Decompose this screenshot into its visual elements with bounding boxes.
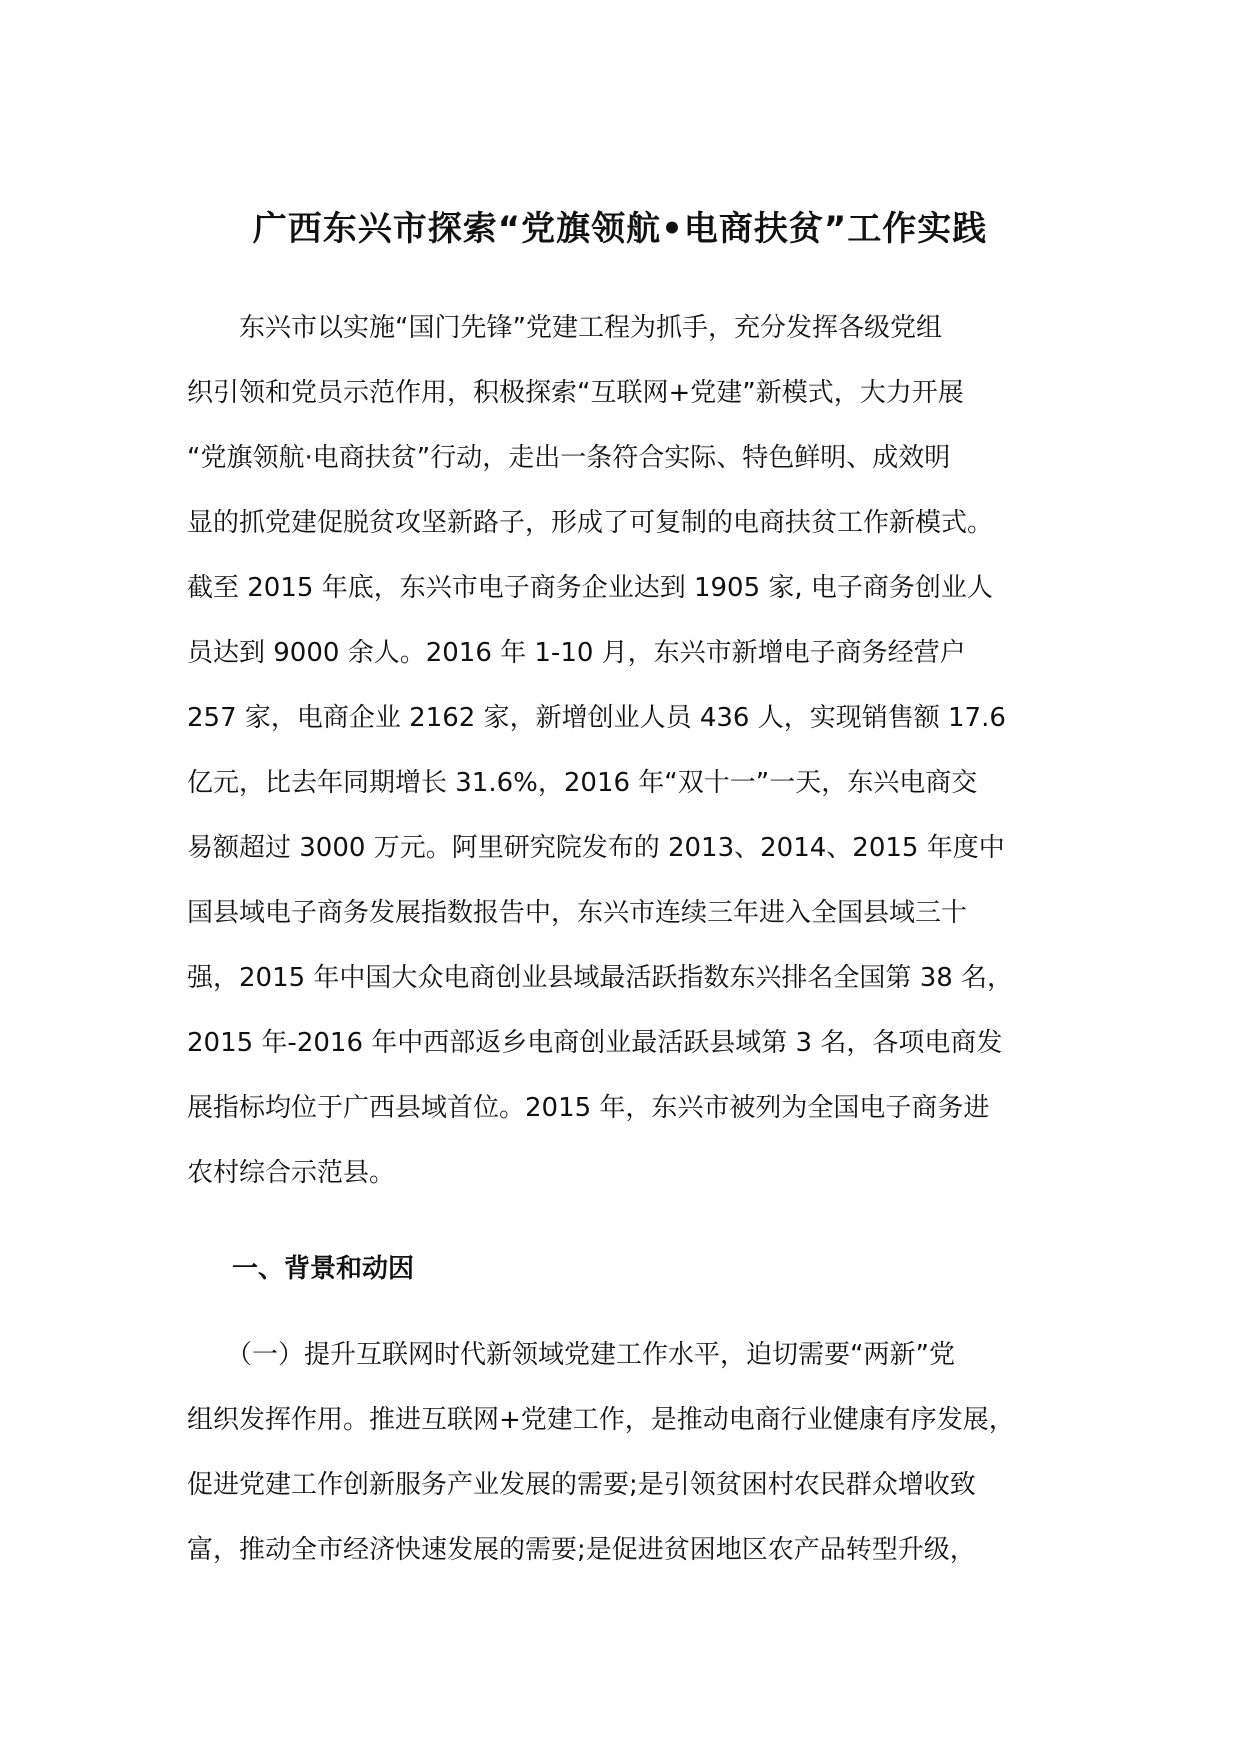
paragraph-line: “党旗领航·电商扶贫”行动，走出一条符合实际、特色鲜明、成效明 [187,443,951,473]
section-paragraph [187,1323,1087,1583]
document-title: 广西东兴市探索“党旗领航•电商扶贫”工作实践 [252,209,988,249]
paragraph-line: 亿元，比去年同期增长 31.6%，2016 年“双十一”一天，东兴电商交 [187,768,978,798]
paragraph-line: 强，2015 年中国大众电商创业县域最活跃指数东兴排名全国第 38 名， [187,963,1014,993]
paragraph-line: 2015 年-2016 年中西部返乡电商创业最活跃县域第 3 名，各项电商发 [187,1028,1003,1058]
paragraph-line: 易额超过 3000 万元。阿里研究院发布的 2013、2014、2015 年度中 [187,833,1005,863]
paragraph-line: 农村综合示范县。 [187,1158,396,1188]
paragraph-line: 东兴市以实施“国门先锋”党建工程为抓手，充分发挥各级党组 [187,313,942,343]
paragraph-line: 员达到 9000 余人。2016 年 1-10 月，东兴市新增电子商务经营户 [187,638,966,668]
paragraph-line: 国县域电子商务发展指数报告中，东兴市连续三年进入全国县域三十 [187,898,968,928]
paragraph-line: （一）提升互联网时代新领域党建工作水平，迫切需要“两新”党 [187,1340,955,1370]
paragraph-line: 展指标均位于广西县域首位。2015 年，东兴市被列为全国电子商务进 [187,1093,990,1123]
paragraph-line: 促进党建工作创新服务产业发展的需要;是引领贫困村农民群众增收致 [187,1470,976,1500]
paragraph-line: 显的抓党建促脱贫攻坚新路子，形成了可复制的电商扶贫工作新模式。 [187,508,994,538]
paragraph-line: 富，推动全市经济快速发展的需要;是促进贫困地区农产品转型升级， [187,1535,976,1565]
section-heading: 一、背景和动因 [232,1254,415,1284]
paragraph-line: 257 家，电商企业 2162 家，新增创业人员 436 人，实现销售额 17.6 [187,703,1006,733]
paragraph-line: 织引领和党员示范作用，积极探索“互联网+党建”新模式，大力开展 [187,378,964,408]
paragraph-line: 截至 2015 年底，东兴市电子商务企业达到 1905 家, 电子商务创业人 [187,573,993,603]
paragraph-line: 组织发挥作用。推进互联网+党建工作，是推动电商行业健康有序发展， [187,1405,1015,1435]
intro-paragraph [187,296,1087,1206]
